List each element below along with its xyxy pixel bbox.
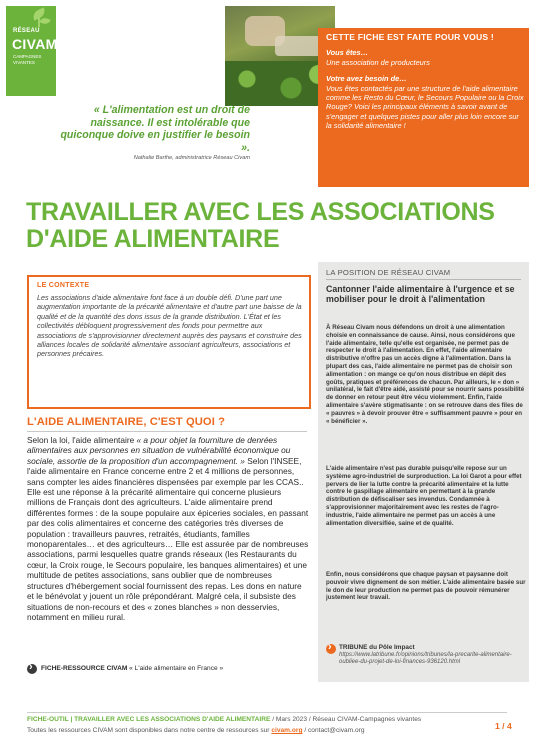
footer-divider	[27, 712, 507, 713]
leaf-icon	[39, 16, 50, 25]
position-panel	[318, 262, 529, 682]
audience-box	[318, 28, 529, 187]
contexte-box	[27, 275, 311, 409]
tribune-label: TRIBUNE du Pôle Impact	[339, 644, 415, 651]
audience-heading: CETTE FICHE EST FAITE POUR VOUS !	[326, 32, 494, 42]
position-paragraph-3: Enfin, nous considérons que chaque paysan et paysanne doit pouvoir vivre dignement de son métier. L'aide alimentaire basée sur le don de leur production ne permet pas de pouvoir rémunérer justement leur travail.	[326, 571, 526, 602]
logo-campagnes: CAMPAGNES VIVANTES	[13, 54, 42, 65]
page-number: 1 / 4	[495, 721, 512, 731]
divider	[326, 279, 521, 280]
position-subtitle: Cantonner l'aide alimentaire à l'urgence et se mobiliser pour le droit à l'alimentation	[326, 284, 515, 305]
arrow-right-icon	[27, 664, 37, 674]
vous-etes-label: Vous êtes…	[326, 48, 369, 57]
civam-link[interactable]: civam.org	[271, 727, 303, 734]
section-heading: L'AIDE ALIMENTAIRE, C'EST QUOI ?	[27, 416, 226, 428]
position-paragraph-2: L'aide alimentaire n'est pas durable puisqu'elle repose sur un système agro-industriel de surproduction. La loi Garot a pour effet pervers de lier la lutte contre la précarité alimentaire et la lutte contre le gaspillage alimentaire en permettant à la grande distribution de défiscaliser ses invendus. Condamnée à s'approvisionner majoritairement avec les restes de l'agro-industrie, l'aide alimentaire ne permet pas un accès à une alimentation diversifiée, saine et de qualité.	[326, 465, 522, 527]
law-quote: « a pour objet la fourniture de denrées alimentaires aux personnes en situation de vulnérabilité économique ou sociale, assortie de la proposition d'un accompagnement. »	[27, 435, 291, 466]
logo-civam: CIVAM	[12, 36, 58, 52]
besoin-label: Votre avez besoin de…	[326, 74, 407, 83]
tribune-link[interactable]: https://www.latribune.fr/opinions/tribunes/la-precarite-alimentaire-oubliee-du-projet-de-loi-finances-936120.html	[339, 652, 512, 666]
divider	[27, 431, 307, 432]
position-heading: LA POSITION DE RÉSEAU CIVAM	[326, 268, 451, 277]
fiche-ressource-link[interactable]: FICHE-RESSOURCE CIVAM « L'aide alimentaire en France »	[41, 665, 224, 672]
vous-etes-text: Une association de producteurs	[326, 58, 430, 67]
arrow-right-icon	[326, 644, 336, 654]
contexte-text: Les associations d'aide alimentaire font face à un double défi. D'une part une augmentation importante de la précarité alimentaire et d'autre part une baisse de la qualité et de la quantité des dons issus de la grande distribution. L'État et les collectivités débloquent progressivement des fonds pour permettre aux associations de s'approvisionner directement auprès des paysans et construire des alliances locales de solidarité alimentaire associant agriculteurs, associations et personnes précaires.	[37, 293, 302, 359]
section-body: Selon la loi, l'aide alimentaire « a pour objet la fourniture de denrées alimentaires aux personnes en situation de vulnérabilité économique ou sociale, assortie de la proposition d'un accompagnement. » Selon l'INSEE, l'aide alimentaire en France concerne entre 2 et 4 millions de personnes, sans compter les aides financières dispensées par exemple par les CCAS.. Elle est une réponse à la précarité alimentaire qui concerne plusieurs millions de Français dont des agriculteurs. L'aide alimentaire prend différentes formes : de la soupe populaire aux épiceries sociales, en passant par des colis alimentaires et concerne des catégories très diverses de population : travailleurs pauvres, retraités, étudiants, familles monoparentales… et des agriculteurs… Elle est assurée par de nombreuses associations, parmi lesquelles quatre grands réseaux (les Restaurants du cœur, la Croix rouge, le Secours populaire, les banques alimentaires) et une multitude de petites associations, sans oublier que de nombreuses structures d'hébergement social fournissent des repas. Les dons en nature et le bénévolat y jouent un rôle prépondérant. Malgré cela, il subsiste des situations de non-recours et des « zones blanches » non desservies, notamment en milieu rural.	[27, 435, 309, 622]
civam-logo	[6, 6, 56, 96]
contexte-label: LE CONTEXTE	[37, 282, 90, 289]
position-paragraph-1: À Réseau Civam nous défendons un droit à une alimentation choisie en connaissance de cause. Ainsi, nous considérons que l'aide alimentaire, telle qu'elle est organisée, ne permet pas de respecter le droit à l'alimentation. En effet, l'aide alimentaire distributive n'offre pas un accès digne à l'alimentation. Dans la plupart des cas, l'aide alimentaire ne permet pas de choisir son alimentation : on mange ce qu'on nous distribue en dépit des goûts, pratiques et préférences de chacun. Par ailleurs, le « don » unilatéral, le fait d'être aidé, assisté pour se nourrir sans possibilité de donner en retour peut être vécu violemment. Enfin, l'aide alimentaire s'avère stigmatisante : on se retrouve dans des files de « pauvres » à devoir prouver être « suffisamment pauvre » pour en « bénéficier ».	[326, 324, 525, 425]
logo-reseau: RÉSEAU	[13, 28, 40, 34]
besoin-text: Vous êtes contactés par une structure de l'aide alimentaire comme les Resto du Cœur, le Secours Populaire ou la Croix Rouge? Voici les principaux éléments à savoir avant de s'engager et quelques pistes pour aller plus loin encore sur la solidarité alimentaire !	[326, 84, 524, 130]
quote-author: Nathalie Barthe, administratrice Réseau Civam	[133, 155, 250, 161]
page-title: TRAVAILLER AVEC LES ASSOCIATIONS D'AIDE ALIMENTAIRE	[26, 198, 495, 253]
footer-line-1: FICHE-OUTIL | TRAVAILLER AVEC LES ASSOCIATIONS D'AIDE ALIMENTAIRE / Mars 2023 / Réseau CIVAM-Campagnes vivantes	[27, 716, 422, 723]
footer-line-2: Toutes les ressources CIVAM sont disponibles dans notre centre de ressources sur civam.org / contact@civam.org	[27, 727, 365, 734]
pull-quote: « L'alimentation est un droit de naissance. Il est intolérable que quiconque doive en justifier le besoin ».	[60, 104, 250, 154]
